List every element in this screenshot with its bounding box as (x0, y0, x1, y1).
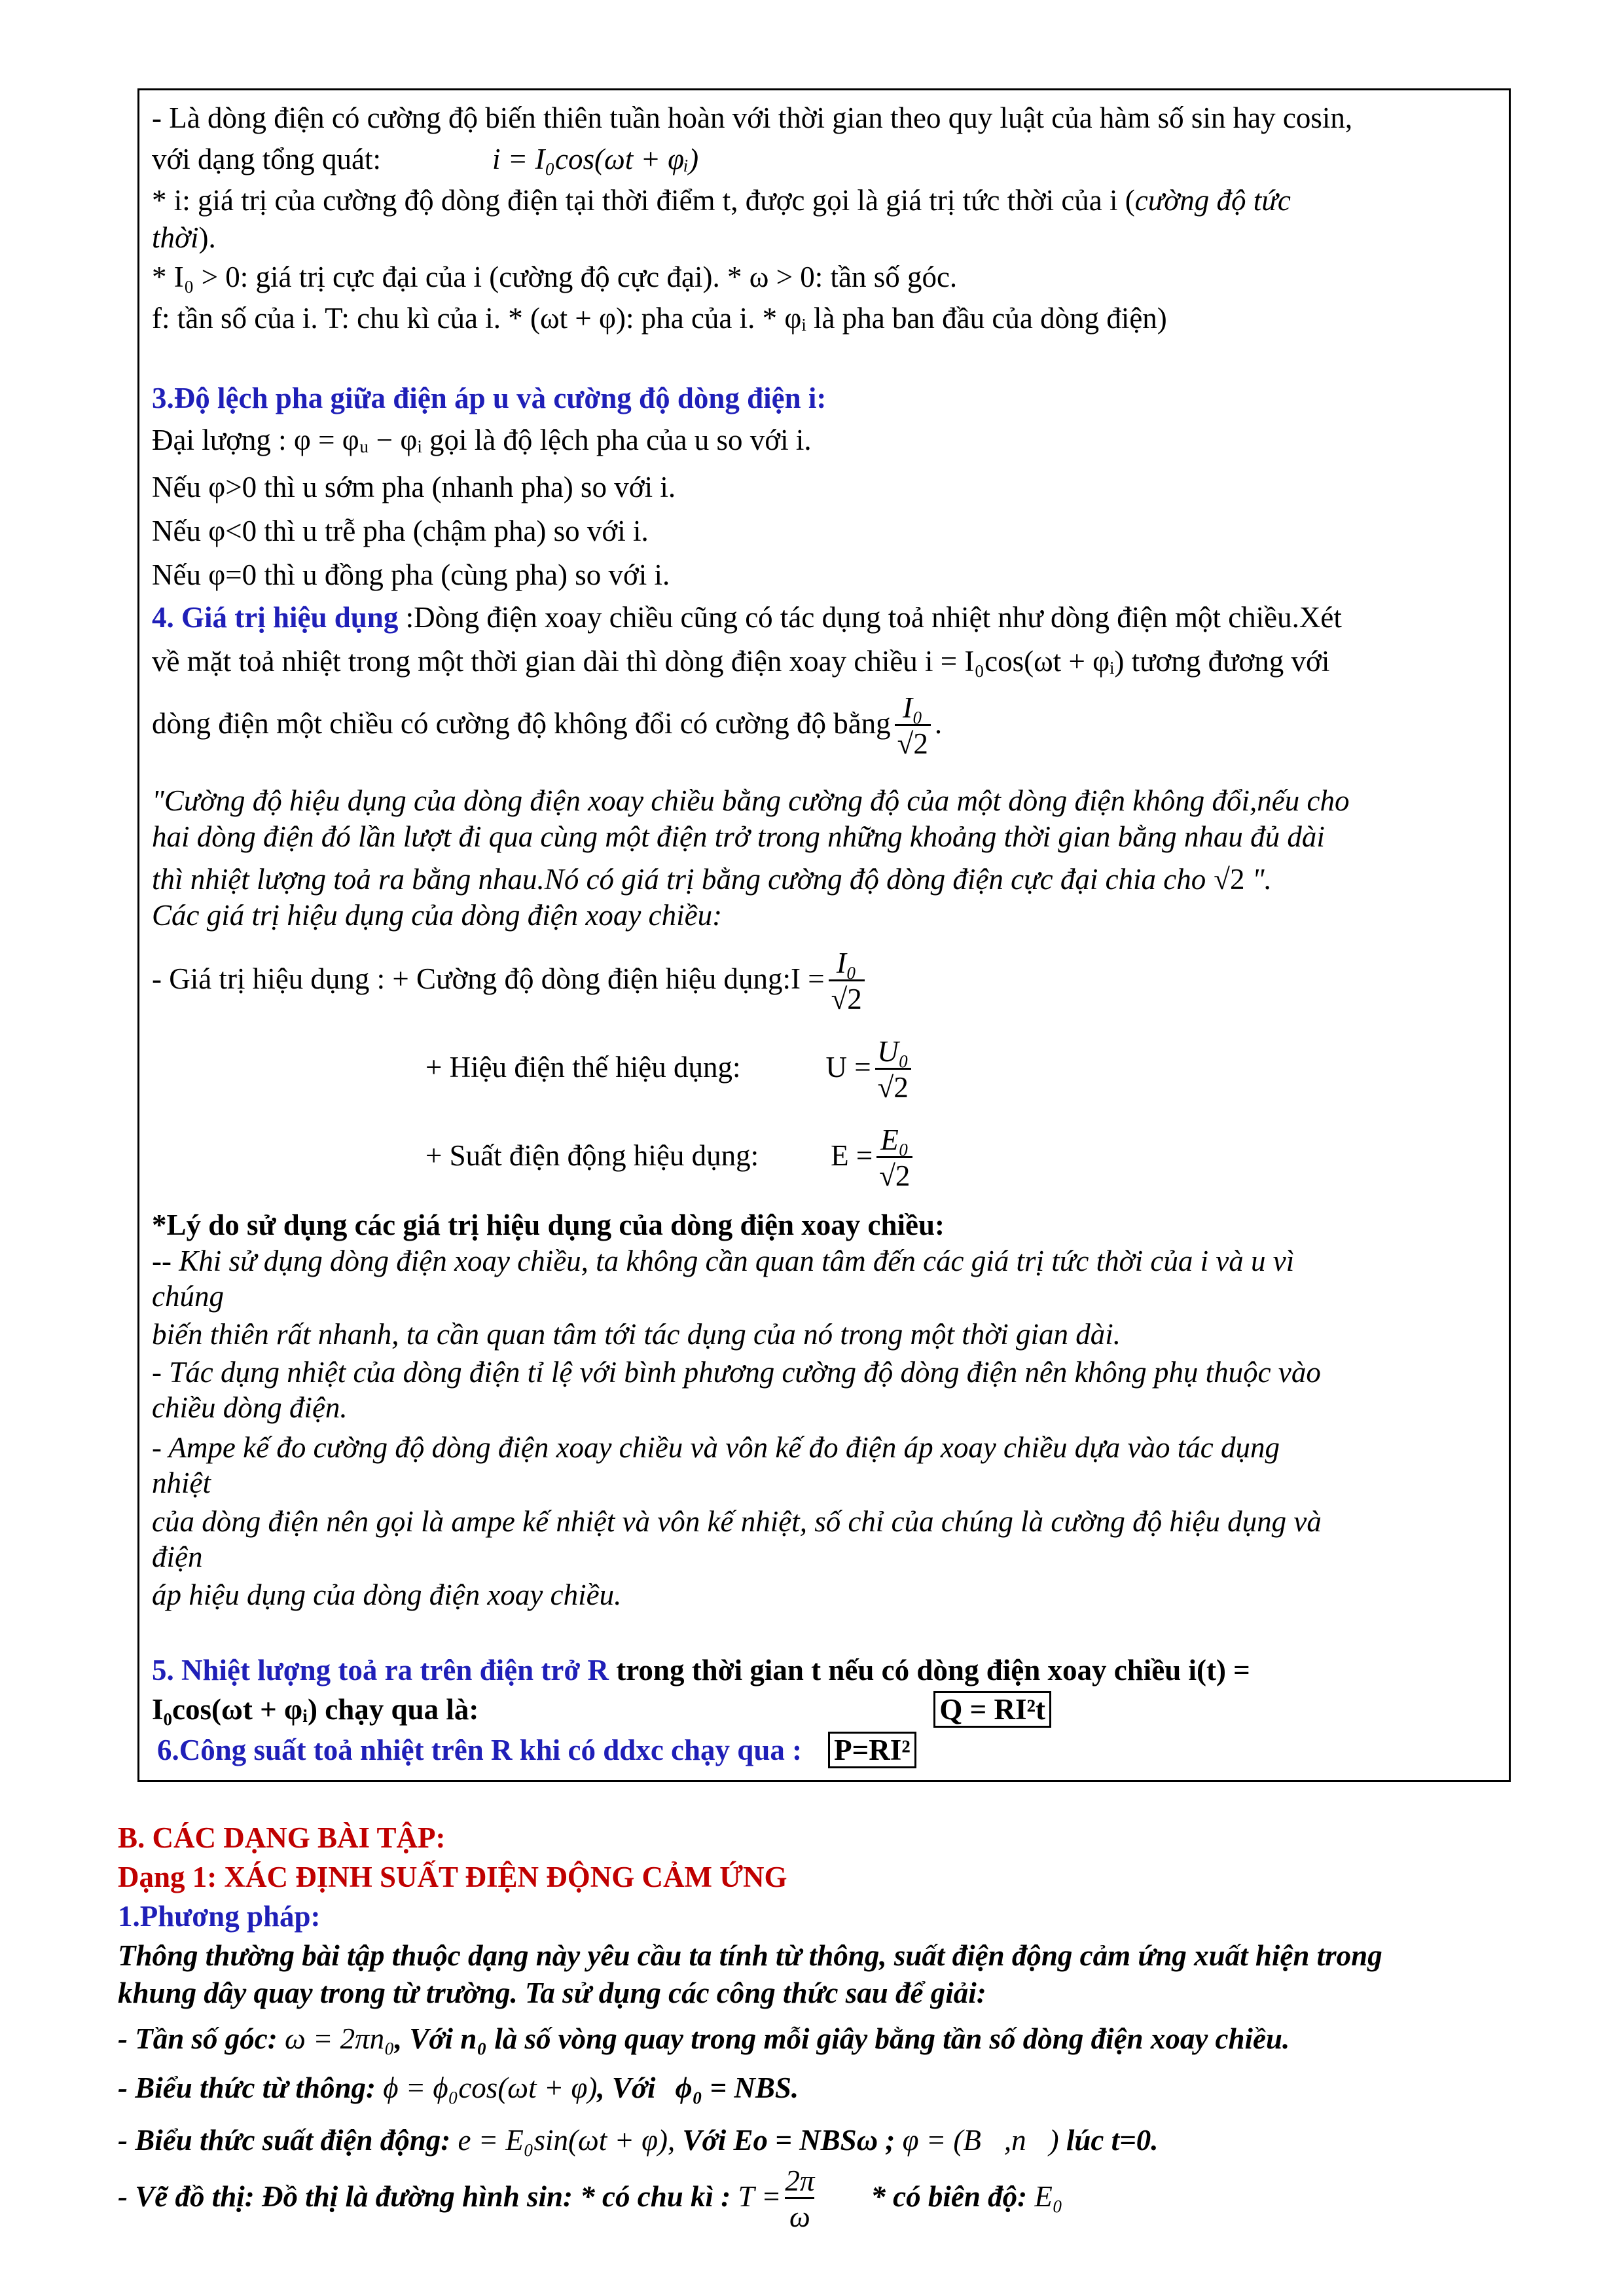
section-heading: 3.Độ lệch pha giữa điện áp u và cường độ dòng điện i: (152, 382, 827, 414)
text: I₀cos(ωt + φᵢ) chạy qua là: (152, 1693, 479, 1726)
numerator: U₀ (877, 1035, 909, 1068)
text: + Hiệu điện thế hiệu dụng: (425, 1051, 741, 1084)
text-line (152, 861, 1272, 898)
text: - Vẽ đồ thị: Đồ thị là đường hình sin: * có chu kì : (118, 2180, 731, 2213)
text-line: nhiệt (152, 1467, 211, 1499)
formula: ω = 2πn₀ (284, 2022, 395, 2055)
text-line: khung dây quay trong từ trường. Ta sử dụng các công thức sau để giải: (118, 1977, 986, 2009)
text-line: - Ampe kế đo cường độ dòng điện xoay chiều và vôn kế đo điện áp xoay chiều dựa vào tác dụng (152, 1431, 1280, 1464)
text: - Giá trị hiệu dụng : + Cường độ dòng điện hiệu dụng:I = (152, 962, 825, 995)
text-line: về mặt toả nhiệt trong một thời gian dài thì dòng điện xoay chiều i = I₀cos(ωt + φᵢ) tương đương với (152, 645, 1330, 678)
fraction (895, 691, 931, 761)
denominator: √2 (895, 724, 931, 761)
text: dòng điện một chiều có cường độ không đổi có cường độ bằng (152, 707, 891, 740)
sqrt-symbol: √2 (1214, 863, 1245, 896)
fraction (876, 1123, 912, 1194)
text: Với Eo = NBSω ; (675, 2124, 895, 2157)
numerator: I₀ (902, 691, 923, 725)
text: ). (198, 221, 216, 254)
text-line: Nếu φ>0 thì u sớm pha (nhanh pha) so với i. (152, 471, 676, 503)
section-title: Dạng 1: XÁC ĐỊNH SUẤT ĐIỆN ĐỘNG CẢM ỨNG (118, 1861, 787, 1893)
text-line (118, 2160, 1063, 2234)
formula-box: Q = RI²t (933, 1691, 1051, 1728)
text: * i: giá trị của cường độ dòng điện tại thời điểm t, được gọi là giá trị tức thời của i ( (152, 184, 1135, 217)
text: . (934, 707, 943, 740)
section-heading: 6.Công suất toả nhiệt trên R khi có ddxc chạy qua : (157, 1734, 803, 1766)
text-line (118, 2121, 1159, 2159)
text-line: * I₀ > 0: giá trị cực đại của i (cường độ cực đại). * ω > 0: tần số góc. (152, 261, 958, 293)
fraction (875, 1035, 911, 1105)
text: với dạng tổng quát: (152, 143, 382, 175)
numerator: 2π (785, 2164, 815, 2198)
text: :Dòng điện xoay chiều cũng có tác dụng toả nhiệt như dòng điện một chiều.Xét (405, 601, 1342, 634)
section-heading: 1.Phương pháp: (118, 1900, 321, 1933)
text: ". (1244, 863, 1272, 896)
text-line: f: tần số của i. T: chu kì của i. * (ωt + φ): pha của i. * φᵢ là pha ban đầu của dòng điện) (152, 302, 1167, 335)
formula: φ = (B⃗,n⃗) (902, 2124, 1059, 2157)
text: U = (825, 1051, 871, 1084)
section-heading: 5. Nhiệt lượng toả ra trên điện trở R (152, 1654, 609, 1686)
text-line (152, 141, 698, 177)
text-line: "Cường độ hiệu dụng của dòng điện xoay chiều bằng cường độ của một dòng điện không đổi,nếu cho (152, 784, 1350, 817)
text-line (152, 182, 1291, 219)
section-title: B. CÁC DẠNG BÀI TẬP: (118, 1821, 446, 1854)
text-line: của dòng điện nên gọi là ampe kế nhiệt và vôn kế nhiệt, số chỉ của chúng là cường độ hiệu dụng và (152, 1505, 1322, 1538)
text-line (152, 1691, 1051, 1728)
text: E = (831, 1139, 873, 1172)
text-line (152, 1652, 1250, 1688)
text-line: Nếu φ<0 thì u trễ pha (chậm pha) so với i. (152, 515, 649, 547)
text: thời (152, 221, 199, 254)
text-line (152, 599, 1342, 636)
text-line (425, 1031, 915, 1105)
text-line: điện (152, 1540, 203, 1573)
text: - Biểu thức suất điện động: (118, 2124, 451, 2157)
formula: ϕ₀ = NBS. (675, 2071, 799, 2104)
text-line: - Tác dụng nhiệt của dòng điện tỉ lệ với bình phương cường độ dòng điện nên không phụ thuộc vào (152, 1356, 1321, 1389)
numerator: E₀ (880, 1123, 909, 1157)
text-line: hai dòng điện đó lần lượt đi qua cùng một điện trở trong những khoảng thời gian bằng nhau đủ dài (152, 820, 1325, 853)
formula: ϕ = ϕ₀cos(ωt + φ) (383, 2071, 598, 2104)
text-line (118, 2020, 1290, 2058)
text-line (152, 687, 942, 761)
text-line: Đại lượng : φ = φᵤ − φᵢ gọi là độ lệch pha của u so với i. (152, 424, 812, 456)
denominator: √2 (875, 1068, 911, 1105)
numerator: I₀ (836, 947, 857, 980)
text-line (118, 2069, 799, 2107)
text: , Với (597, 2071, 656, 2104)
text-line: - Là dòng điện có cường độ biến thiên tuần hoàn với thời gian theo quy luật của hàm số sin hay cosin, (152, 101, 1353, 134)
text: lúc t=0. (1058, 2124, 1159, 2157)
text-line: biến thiên rất nhanh, ta cần quan tâm tới tác dụng của nó trong một thời gian dài. (152, 1318, 1121, 1351)
text-line: Các giá trị hiệu dụng của dòng điện xoay chiều: (152, 899, 723, 932)
section-heading: *Lý do sử dụng các giá trị hiệu dụng của dòng điện xoay chiều: (152, 1209, 945, 1241)
text: , Với n₀ là số vòng quay trong mỗi giây bằng tần số dòng điện xoay chiều. (394, 2022, 1290, 2055)
formula-box: P=RI² (828, 1732, 916, 1768)
formula: i = I₀cos(ωt + φᵢ) (492, 143, 699, 175)
text-line: chiều dòng điện. (152, 1391, 348, 1424)
text: trong thời gian t nếu có dòng điện xoay chiều i(t) = (609, 1654, 1250, 1686)
text: cường độ tức (1134, 184, 1291, 217)
text-line: Thông thường bài tập thuộc dạng này yêu cầu ta tính từ thông, suất điện động cảm ứng xuất hiện trong (118, 1939, 1382, 1972)
formula: e = E₀sin(ωt + φ), (458, 2124, 676, 2157)
text-line (152, 219, 216, 256)
fraction (829, 947, 865, 1017)
text-line (152, 943, 869, 1017)
text-line: áp hiệu dụng của dòng điện xoay chiều. (152, 1578, 622, 1611)
text: - Tần số góc: (118, 2022, 278, 2055)
text-line: -- Khi sử dụng dòng điện xoay chiều, ta không cần quan tâm đến các giá trị tức thời của i và u vì (152, 1245, 1295, 1277)
text-line (157, 1732, 916, 1768)
text-line: Nếu φ=0 thì u đồng pha (cùng pha) so với i. (152, 558, 670, 591)
text: - Biểu thức từ thông: (118, 2071, 376, 2104)
formula: E₀ (1034, 2180, 1063, 2213)
text-line: chúng (152, 1280, 224, 1313)
text-line (425, 1120, 916, 1194)
text: thì nhiệt lượng toả ra bằng nhau.Nó có giá trị bằng cường độ dòng điện cực đại chia cho (152, 863, 1206, 896)
text: * có biên độ: (871, 2180, 1028, 2213)
fraction (785, 2164, 814, 2234)
denominator: ω (785, 2197, 814, 2234)
denominator: √2 (829, 979, 865, 1017)
section-heading: 4. Giá trị hiệu dụng (152, 601, 406, 634)
formula: T = (738, 2180, 782, 2213)
denominator: √2 (876, 1156, 912, 1194)
text: + Suất điện động hiệu dụng: (425, 1139, 759, 1172)
